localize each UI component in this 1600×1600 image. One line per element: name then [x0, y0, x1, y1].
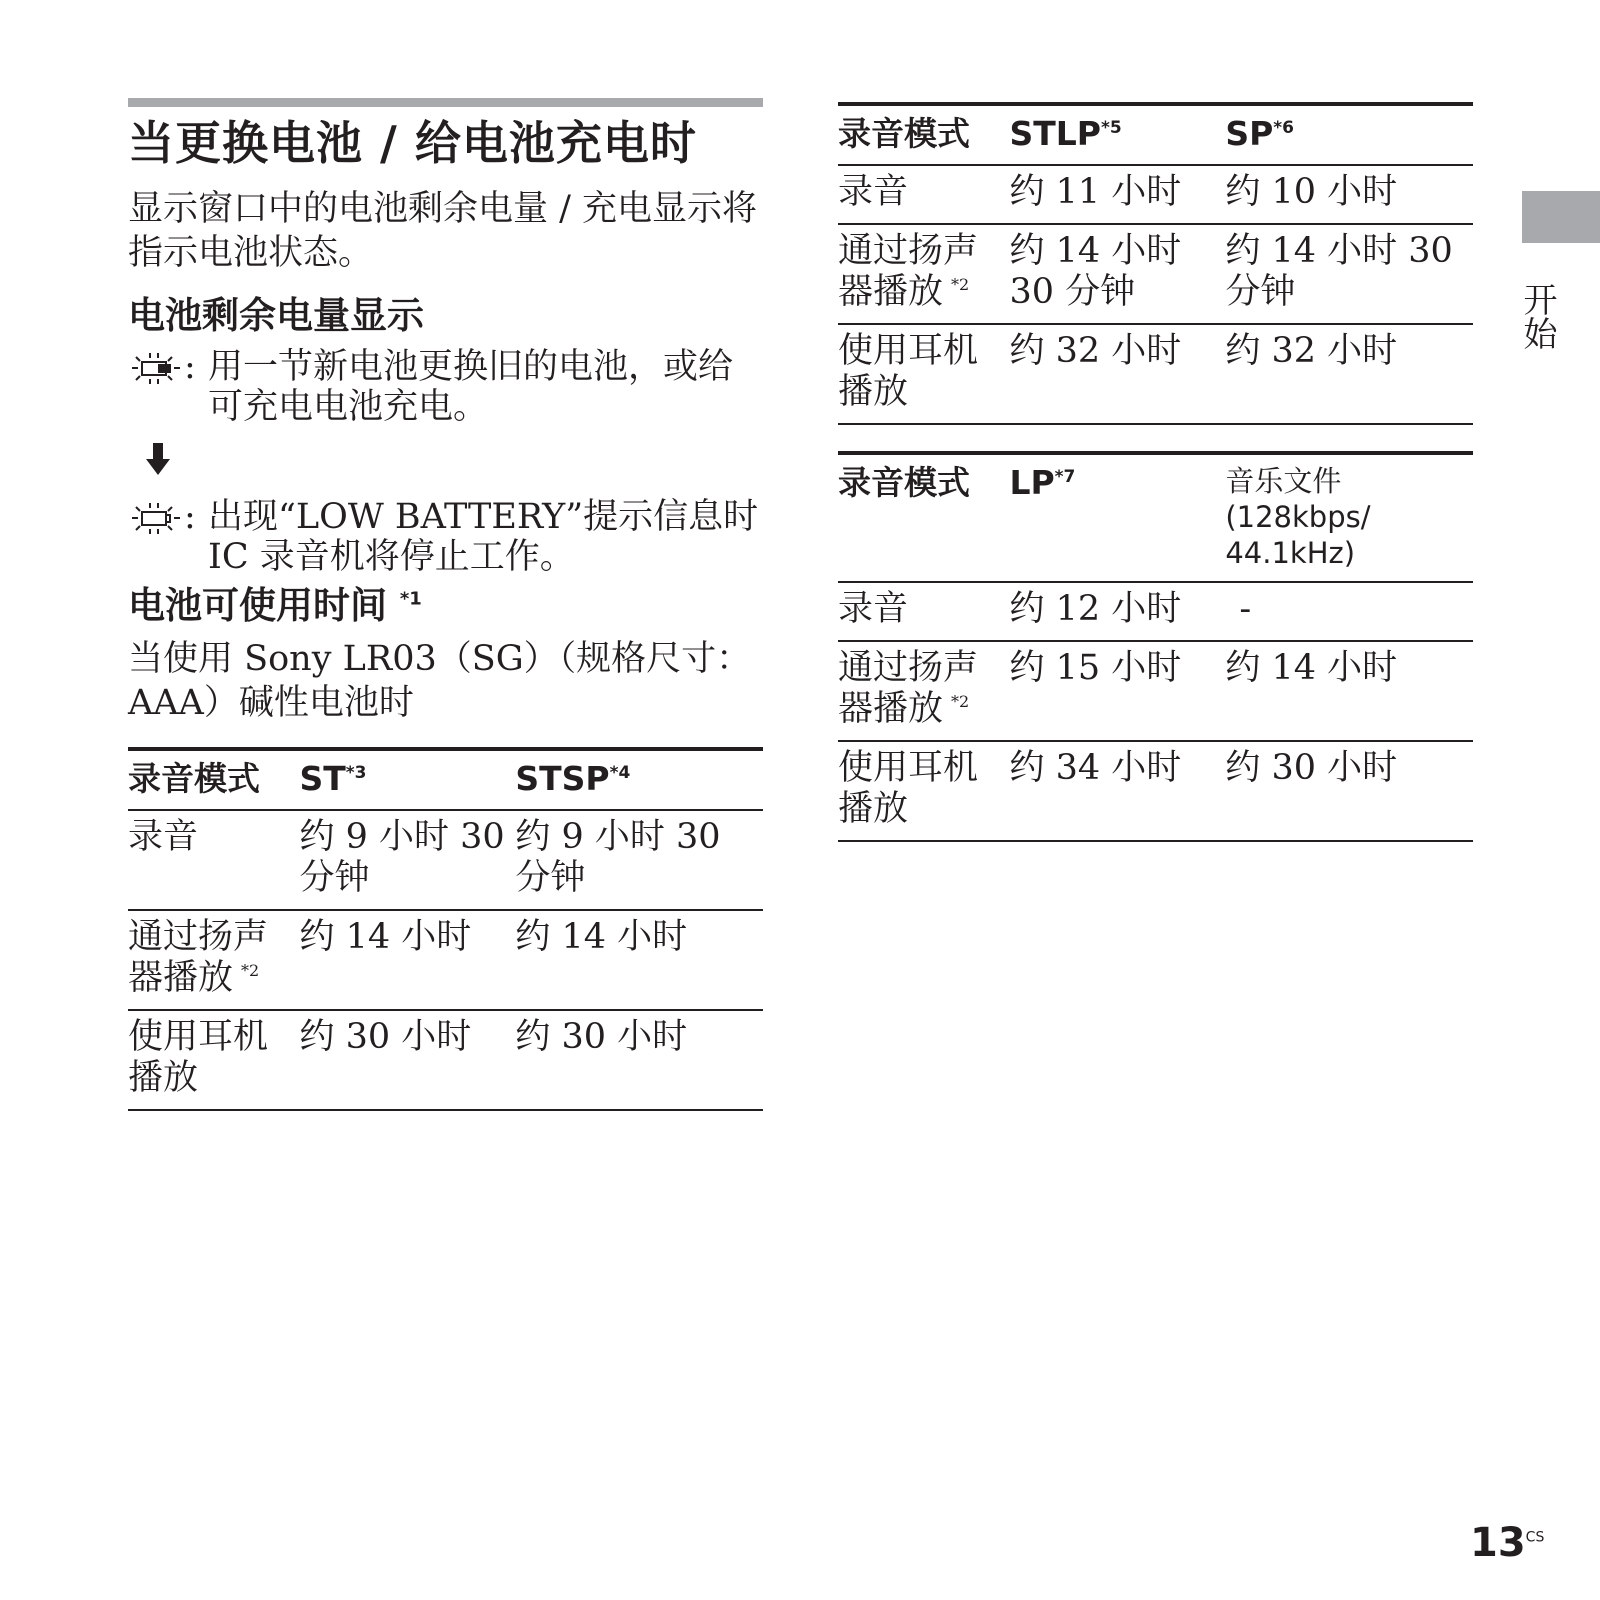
header-label: ST [299, 759, 346, 798]
row-label-cell [128, 1010, 299, 1110]
header-footnote-ref: *5 [1100, 118, 1122, 138]
indicator-empty-row [128, 497, 763, 577]
row-footnote-ref: *2 [951, 692, 970, 712]
page-title: 当更换电池 / 给电池充电时 [128, 116, 697, 170]
battery-life-heading [128, 581, 763, 631]
right-column [838, 102, 1473, 842]
table-row [128, 1010, 763, 1110]
indicator-colon: : [184, 347, 196, 387]
battery-note: 当使用 Sony LR03（SG）（规格尺寸：AAA）碱性电池时 [128, 639, 752, 723]
row-label-cell [838, 641, 1009, 741]
page-number-value: 13 [1470, 1520, 1526, 1566]
battery-low-blinking-icon [128, 349, 184, 389]
table-header-cell [838, 453, 1009, 582]
header-label: 录音模式 [838, 463, 970, 502]
table-cell: - [1225, 582, 1473, 641]
header-label: 录音模式 [838, 114, 970, 153]
left-column [128, 98, 763, 1111]
table-cell: 约 32 小时 [1009, 324, 1225, 424]
indicator-low-row [128, 347, 763, 427]
header-label: 录音模式 [128, 759, 260, 798]
table-cell: 约 15 小时 [1009, 641, 1225, 741]
table-cell: 约 12 小时 [1009, 582, 1225, 641]
table-header-cell [1009, 453, 1225, 582]
row-label: 录音 [128, 817, 199, 857]
table-cell: 约 34 小时 [1009, 741, 1225, 841]
remaining-heading: 电池剩余电量显示 [128, 294, 424, 337]
table-row [128, 810, 763, 910]
page-number-suffix: CS [1525, 1529, 1545, 1546]
down-arrow-icon [144, 441, 172, 477]
table-header-row [838, 104, 1473, 165]
table-cell: 约 9 小时 30 分钟 [299, 810, 515, 910]
battery-life-heading-text: 电池可使用时间 [128, 584, 387, 627]
header-label: STLP [1009, 114, 1101, 153]
row-footnote-ref: *2 [951, 275, 970, 295]
header-label: LP [1009, 463, 1055, 502]
table-row [838, 641, 1473, 741]
battery-table-st-stsp [128, 747, 763, 1111]
indicator-colon: : [184, 497, 196, 537]
table-header-cell [515, 749, 763, 810]
row-label: 录音 [838, 589, 909, 629]
header-footnote-ref: *3 [345, 763, 367, 783]
table-header-cell [838, 104, 1009, 165]
table-header-cell [1225, 453, 1473, 582]
table-header-row [128, 749, 763, 810]
table-cell: 约 30 小时 [515, 1010, 763, 1110]
table-row [838, 582, 1473, 641]
section-tab-label: 开始 [1517, 282, 1557, 350]
title-rule [128, 98, 763, 107]
intro-paragraph: 显示窗口中的电池剩余电量 / 充电显示将指示电池状态。 [128, 189, 758, 273]
row-label: 使用耳机播放 [838, 331, 979, 412]
row-label: 使用耳机播放 [838, 748, 979, 829]
table-row [838, 224, 1473, 324]
table-header-row [838, 453, 1473, 582]
header-footnote-ref: *7 [1054, 467, 1076, 487]
table-header-cell [128, 749, 299, 810]
header-label: SP [1225, 114, 1274, 153]
row-label-cell [838, 324, 1009, 424]
indicator-empty-text: 出现“LOW BATTERY”提示信息时 IC 录音机将停止工作。 [208, 497, 759, 577]
table-row [838, 324, 1473, 424]
row-label-cell [838, 741, 1009, 841]
header-label: STSP [515, 759, 610, 798]
row-label-cell [838, 165, 1009, 224]
header-footnote-ref: *4 [609, 763, 631, 783]
table-row [128, 910, 763, 1010]
table-cell: 约 14 小时 30 分钟 [1009, 224, 1225, 324]
table-cell: 约 32 小时 [1225, 324, 1473, 424]
table-header-cell [299, 749, 515, 810]
table-header-cell [1009, 104, 1225, 165]
header-footnote-ref: *6 [1273, 118, 1294, 138]
table-cell: 约 14 小时 [299, 910, 515, 1010]
row-label: 通过扬声器播放 [128, 917, 269, 998]
row-label-cell [128, 910, 299, 1010]
row-footnote-ref: *2 [241, 961, 260, 981]
table-cell: 约 11 小时 [1009, 165, 1225, 224]
table-cell: 约 9 小时 30 分钟 [515, 810, 763, 910]
table-cell: 约 14 小时 [1225, 641, 1473, 741]
row-label: 通过扬声器播放 [838, 231, 979, 312]
table-cell: 约 14 小时 30 分钟 [1225, 224, 1473, 324]
table-row [838, 165, 1473, 224]
row-label-cell [838, 582, 1009, 641]
row-label: 录音 [838, 172, 909, 212]
row-label-cell [128, 810, 299, 910]
row-label: 使用耳机播放 [128, 1017, 269, 1098]
battery-life-heading-sup: *1 [399, 588, 422, 610]
table-cell: 约 30 小时 [299, 1010, 515, 1110]
table-row [838, 741, 1473, 841]
header-label: 音乐文件 (128kbps/ 44.1kHz) [1225, 464, 1371, 570]
table-cell: 约 30 小时 [1225, 741, 1473, 841]
table-cell: 约 14 小时 [515, 910, 763, 1010]
table-header-cell [1225, 104, 1473, 165]
table-cell: 约 10 小时 [1225, 165, 1473, 224]
battery-empty-blinking-icon [128, 499, 184, 539]
indicator-low-text: 用一节新电池更换旧的电池，或给可充电电池充电。 [208, 347, 734, 427]
battery-table-stlp-sp [838, 102, 1473, 425]
row-label-cell [838, 224, 1009, 324]
row-label: 通过扬声器播放 [838, 648, 979, 729]
page-number [1470, 1520, 1544, 1566]
section-tab-marker [1522, 191, 1600, 243]
battery-table-lp-music [838, 451, 1473, 842]
